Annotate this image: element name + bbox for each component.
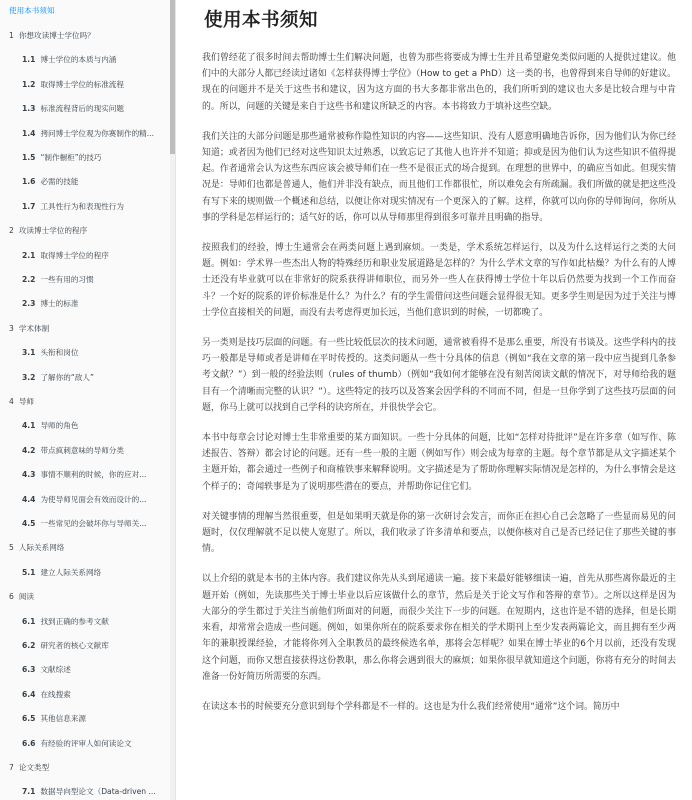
toc-label: 取得博士学位的程序 (40, 250, 109, 260)
paragraph: 在读这本书的时候要充分意识到每个学科都是不一样的。这也是为什么我们经常使用“通常”这个词。简历中 (202, 701, 620, 712)
toc-label: 一些有用的习惯 (40, 275, 94, 284)
toc-section[interactable] (0, 665, 168, 675)
toc-chapter[interactable] (0, 324, 168, 334)
page-title: 使用本书须知 (204, 10, 319, 31)
toc-section[interactable] (0, 55, 168, 65)
toc-chapter[interactable] (0, 397, 168, 407)
toc-section[interactable] (0, 373, 168, 383)
toc-number: 3.2 (22, 372, 36, 382)
toc-number: 5 (9, 543, 14, 553)
toc-section[interactable] (0, 80, 168, 90)
toc-list (0, 0, 170, 800)
toc-number: 3.1 (22, 348, 36, 358)
toc-number: 3 (9, 323, 14, 333)
toc-section[interactable] (0, 275, 168, 285)
toc-label: 导师的角色 (40, 421, 79, 431)
toc-section[interactable] (0, 470, 168, 480)
toc-number: 6.4 (22, 689, 36, 699)
toc-label: 数据导向型论文（Data-driven ... (40, 787, 156, 797)
sidebar-toc (0, 0, 176, 800)
toc-chapter[interactable] (0, 592, 168, 602)
toc-number: 1.7 (22, 201, 36, 211)
toc-section[interactable] (0, 568, 168, 578)
toc-number: 1 (9, 31, 14, 40)
paragraph: 按照我们的经验，博士生通常会在两类问题上遇到麻烦。一类是，学术系统怎样运行，以及为什么这样运行之类的大问题。例如：学术界一些杰出人物的特殊经历和职业发展道路是怎样的？为什么学术文章的写作如此枯燥？为什么有的人博士还没有毕业就可以在非常好的院系获得讲师职位，而另外一些人在获得博士学位十年以后仍然要为找到一个工作而奋斗？一个好的院系的评价标准是什么？为什么？有的学生需借问这些问题会显得很无知。更多学生则是因为过于关注与博士学位直接相关的问题，而没有去考虑得更加长远，当他们意识到的时候，一切都晚了。 (202, 243, 676, 318)
toc-label: 文献综述 (40, 665, 71, 675)
toc-number: 5.1 (22, 567, 36, 577)
toc-number: 6.3 (22, 665, 36, 675)
toc-chapter[interactable] (0, 763, 168, 773)
toc-label: 取得博士学位的标准流程 (40, 79, 124, 89)
toc-section[interactable] (0, 153, 168, 163)
toc-section[interactable] (0, 421, 168, 431)
toc-label: “制作橱柜”的技巧 (40, 153, 102, 162)
toc-number: 4.3 (22, 470, 36, 480)
toc-chapter[interactable] (0, 31, 168, 41)
toc-label: 拷问博士学位观为你赛制作的精... (40, 128, 155, 138)
paragraph: 我们曾经花了很多时间去帮助博士生们解决问题，也曾为那些将要成为博士生并且希望避免类似问题的人提供过建议。他们中的大部分人都已经读过诸如《怎样获得博士学位》（How to get a PhD）这一类的书，也曾得到来自导师的好建议。现在的问题并不是关于这些书和建议，因为这方面的书大多都非常出色的，我们所听到的建议也大多是比较合理与中肯的。所以，问题的关键是来自于这些书和建议所缺乏的内容。本书将致力于填补这些空缺。 (202, 53, 676, 112)
toc-label: 其他信息来源 (40, 714, 87, 724)
toc-section[interactable] (0, 714, 168, 724)
toc-number: 1.1 (22, 55, 36, 65)
toc-label: 了解你的“敌人” (40, 372, 94, 382)
toc-number: 2.1 (22, 250, 36, 260)
toc-number: 1.3 (22, 104, 36, 114)
toc-label: 为使导师见面会有效而设计的... (40, 494, 147, 504)
toc-label: 标准流程背后的现实问题 (40, 104, 124, 114)
toc-number: 1.2 (22, 79, 36, 89)
toc-section[interactable] (0, 739, 168, 749)
toc-section[interactable] (0, 519, 168, 529)
toc-label: 头衔和岗位 (40, 348, 79, 358)
toc-number: 1.6 (22, 177, 36, 187)
toc-label: 工具性行为和表现性行为 (40, 201, 124, 211)
toc-number: 6.6 (22, 738, 36, 748)
paragraph: 本书中每章会讨论对博士生非常重要的某方面知识。一些十分具体的问题，比如“怎样对待批评”是在许多章（如写作、陈述报告、答辩）都会讨论的问题。还有一些一般的主题（例如写作）则会成为每章的主题。每个章节都是从文字描述某个主题开始，都会通过一些例子和商榷铁事来解释说明。文字描述是为了帮助你理解实际情况是怎样的，为什么事情会是这个样子的；奇闻轶事是为了说明那些潜在的要点，并帮助你记住它们。 (202, 433, 676, 492)
toc-label: 有经验的评审人如何读论文 (40, 738, 132, 748)
toc-label: 研究者的核心文献库 (40, 641, 109, 650)
toc-item-active[interactable]: 使用本书须知 (9, 6, 55, 15)
article-body (202, 50, 676, 729)
toc-number: 7 (9, 763, 14, 772)
toc-label: 事情不顺利的时候，你的应对... (40, 470, 147, 480)
toc-number: 2 (9, 226, 14, 236)
toc-section[interactable] (0, 251, 168, 261)
paragraph: 以上介绍的就是本书的主体内容。我们建议你先从头到尾通读一遍。接下来最好能够细读一遍，首先从那些离你最近的主题开始（例如，先读那些关于博士毕业以后应该做什么的章节，然后是关于论文写作和答辩的章节）。之所以这样是因为大部分的学生都过于关注当前他们所面对的问题，而很少关注下一步的问题。在短期内，这也许是不错的选择，但是长期来看，却常常会造成一些问题。例如，如果你所在的院系要求你在相关的学术期刊上至少发表两篇论文，而且拥有至少两年的兼职授课经验，才能将你列入全职教员的最终候选名单，那将会怎样呢？如果在博士毕业的6个月以前，还没有发现这个问题，而你又想直接获得这份教职，那么你将会遇到很大的麻烦；如果你很早就知道这个问题，你将有充分的时间去准备一份好简历所需要的东西。 (202, 574, 676, 682)
toc-label: 必需的技能 (40, 177, 79, 187)
toc-label: 学术体制 (18, 323, 50, 333)
toc-label: 你想攻读博士学位吗？ (18, 31, 95, 40)
toc-section[interactable] (0, 690, 168, 700)
toc-section[interactable] (0, 641, 168, 651)
toc-number: 1.5 (22, 153, 36, 162)
toc-number: 4 (9, 397, 14, 406)
paragraph: 我们关注的大部分问题是那些通常被称作隐性知识的内容——这些知识、没有人愿意明确地告诉你，因为他们认为你已经知道；或者因为他们已经对这些知识太过熟悉，以致忘记了其他人也许并不知道；抑或是因为他们认为这些知识不值得提起。作者通常会认为这些东西应该会被导师们在一些不是很正式的场合提到。在理想的世界中，的确应当如此。但现实情况是：导师们也都是普通人，他们并非没有缺点，而且他们工作都很忙，所以难免会有所疏漏。我们所做的就是把这些没有写下来的规则做一个概述和总结，以便让你对现实情况有一个更深入的了解。这样，你就可以向你的导师询问，你所从事的学科是怎样运行的；适气好的话，你可以从导师那里得到很多可靠并且明确的指导。 (202, 131, 676, 223)
toc-number: 4.2 (22, 445, 36, 455)
main-content (176, 0, 692, 800)
toc-section[interactable] (0, 129, 168, 139)
toc-number: 4.1 (22, 421, 36, 431)
toc-chapter[interactable] (0, 226, 168, 236)
toc-number: 2.3 (22, 299, 36, 309)
toc-number: 6.2 (22, 641, 36, 650)
toc-number: 6.5 (22, 714, 36, 724)
toc-number: 4.4 (22, 494, 36, 504)
toc-section[interactable] (0, 202, 168, 212)
toc-label: 人际关系网络 (18, 543, 65, 553)
toc-section[interactable] (0, 495, 168, 505)
toc-label: 论文类型 (18, 763, 50, 772)
toc-label: 找到正确的参考文献 (40, 616, 109, 626)
toc-chapter[interactable] (0, 543, 168, 553)
toc-section[interactable] (0, 787, 168, 797)
toc-number: 6 (9, 592, 14, 602)
toc-label: 在线搜索 (40, 689, 71, 699)
toc-section[interactable] (0, 617, 168, 627)
paragraph: 对关键事情的理解当然很重要，但是如果明天就是你的第一次研讨会发言，而你正在担心自己会忽略了一些显而易见的问题时，仅仅理解就不足以使人宽慰了。所以，我们收录了许多清单和要点，以便你核对自己是否已经记住了那些关键的事情。 (202, 511, 676, 555)
toc-label: 阅读 (18, 592, 35, 602)
toc-label: 攻读博士学位的程序 (18, 226, 88, 236)
toc-section[interactable] (0, 446, 168, 456)
toc-label: 导师 (18, 397, 35, 406)
toc-number: 4.5 (22, 519, 36, 528)
toc-label: 博士的标准 (40, 299, 79, 309)
toc-label: 一些常见的会破坏你与导师关... (40, 519, 147, 528)
paragraph: 另一类则是技巧层面的问题。有一些比较低层次的技术问题，通常被看得不是那么重要，所没有书谈及。这些学科内的技巧一般都是导师或者是讲师在平时传授的。这类问题从一些十分具体的信息（例如“我在文章的第一段中应当提到几条参考文献？”）到一般的经验法则（rules of thumb）（例如“我如何才能够在没有刻苦阅读文献的情况下，对导师给我的题目有一个清晰而完整的认识？”）。这些特定的技巧以及答案会因学科的不同而不同，但是一旦你学到了这些技巧层面的问题，你马上就可以找到自己学科的诀窍所在，并很快学会它。 (202, 338, 676, 413)
toc-label: 带点疯刺意味的导师分类 (40, 445, 124, 455)
toc-section[interactable] (0, 104, 168, 114)
toc-section[interactable] (0, 299, 168, 309)
toc-number: 7.1 (22, 787, 36, 797)
toc-number: 1.4 (22, 128, 36, 138)
toc-section[interactable] (0, 177, 168, 187)
toc-label: 博士学位的本质与内涵 (40, 55, 117, 65)
toc-section[interactable] (0, 348, 168, 358)
toc-label: 建立人际关系网络 (40, 567, 102, 577)
toc-number: 6.1 (22, 616, 36, 626)
toc-number: 2.2 (22, 275, 36, 284)
